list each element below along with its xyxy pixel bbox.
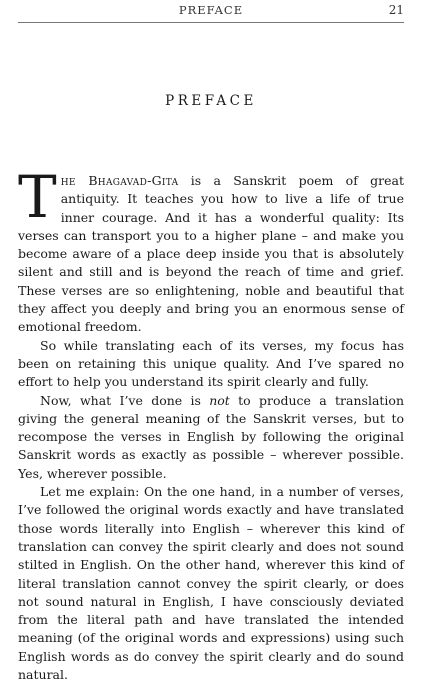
- paragraph-4: Let me explain: On the one hand, in a number of verses, I’ve followed the original words exactly and have translated those words literally into English – wherever this kind of translation can convey the spirit clearly and does not sound stilted in English. On the other hand, wherever this kind of literal translation cannot convey the spirit clearly, or does not sound natural in English, I have consciously deviated from the literal path and have translated the intended meaning (of the original words and expressions) using such English words as do convey the spirit clearly and do sound natural.: [18, 484, 404, 683]
- paragraph-3-text-before: Now, what I’ve done is: [40, 392, 210, 408]
- page-number: 21: [388, 3, 404, 17]
- chapter-title: PREFACE: [165, 93, 257, 109]
- paragraph-3: [18, 392, 404, 483]
- drop-cap: T: [18, 163, 57, 231]
- running-head-title: PREFACE: [178, 3, 244, 17]
- paragraph-3-emphasis: not: [209, 392, 230, 408]
- body-text: [18, 163, 405, 684]
- paragraph-1-lead: he Bhagavad-Gita: [60, 173, 179, 188]
- paragraph-3-text-after: to produce a translation giving the general meaning of the Sanskrit verses, but to recompose the verses in English by following the original Sanskrit words as exactly as possible – wherever possible. Yes, wherever possible.: [18, 392, 405, 481]
- paragraph-1: [18, 163, 404, 337]
- paragraph-2: So while translating each of its verses, my focus has been on retaining this unique quality. And I’ve spared no effort to help you understand its spirit clearly and fully.: [18, 337, 404, 390]
- running-head: [18, 2, 404, 23]
- paragraph-1-text: is a Sanskrit poem of great antiquity. It teaches you how to live a life of true inner courage. And it has a wonderful quality: Its verses can transport you to a higher plane – and make you become aware of a place deep inside you that is absolutely silent and still and is beyond the reach of time and grief. These verses are so enlightening, noble and beautiful that they affect you deeply and bring you an enormous sense of emotional freedom.: [18, 173, 404, 335]
